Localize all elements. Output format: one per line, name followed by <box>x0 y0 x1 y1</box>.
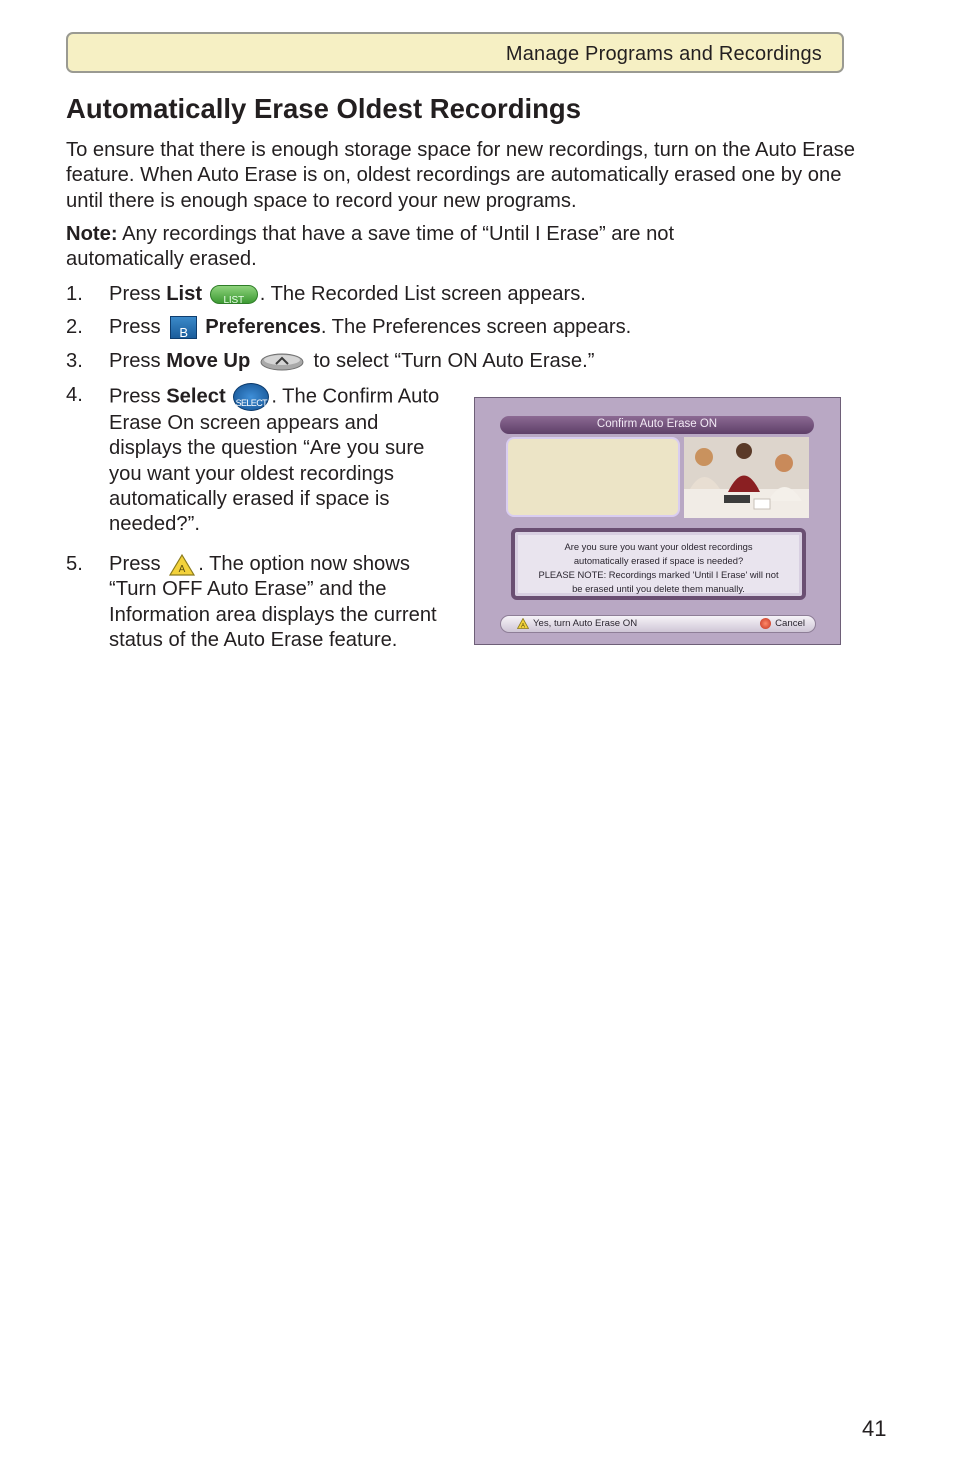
step-text: Press B Preferences. The Preferences screen appears. <box>109 316 632 341</box>
confirm-auto-erase-screenshot <box>474 397 841 645</box>
note-text: Any recordings that have a save time of “Until I Erase” are not automatically erased. <box>66 223 675 271</box>
message-line: Are you sure you want your oldest recordings <box>564 541 753 552</box>
note-label: Note: <box>66 223 118 245</box>
information-area <box>506 437 680 517</box>
message-line: be erased until you delete them manually. <box>572 583 745 594</box>
page-title: Automatically Erase Oldest Recordings <box>66 93 582 124</box>
screen-title: Confirm Auto Erase ON <box>596 418 718 430</box>
section-title: Manage Programs and Recordings <box>505 43 822 65</box>
intro-paragraph: To ensure that there is enough storage space for new recordings, turn on the Auto Erase feature. When Auto Erase is on, oldest recordings are automatically erased one by one until there is enough space to record your new programs. <box>66 139 855 212</box>
page-number: 41 <box>862 1416 887 1441</box>
cancel-button-icon <box>760 618 771 629</box>
message-line: automatically erased if space is needed? <box>573 555 744 566</box>
step-number: 4. <box>66 384 83 406</box>
list-button-icon: LIST <box>210 285 258 304</box>
step-number: 2. <box>66 316 83 338</box>
step-text: Press A . The option now shows “Turn OFF Auto Erase” and the Information area displays the current status of the Auto Erase feature. <box>109 553 437 651</box>
message-line: PLEASE NOTE: Recordings marked 'Until I Erase' will not <box>538 569 779 580</box>
cancel-option[interactable]: Cancel <box>775 618 805 629</box>
option-bar <box>500 615 816 633</box>
b-button-icon: B <box>170 316 197 339</box>
select-button-icon: SELECT <box>233 383 269 411</box>
move-up-arrow-icon <box>260 353 304 371</box>
section-header-bar <box>66 32 844 73</box>
confirm-message-box <box>511 528 806 600</box>
yes-auto-erase-option[interactable]: Yes, turn Auto Erase ON <box>533 618 638 629</box>
step-text: Press List LIST . The Recorded List screen appears. <box>109 283 586 307</box>
a-button-triangle-icon <box>517 618 529 629</box>
step-number: 5. <box>66 553 83 575</box>
step-text: Press Move Up to select “Turn ON Auto Erase.” <box>109 350 595 372</box>
note-paragraph <box>66 222 766 273</box>
people-photo-image <box>684 437 809 518</box>
step-text: Press Select SELECT . The Confirm Auto Erase On screen appears and displays the question “Are you sure you want your oldest recordings automatically erased if space is needed?”. <box>109 383 454 537</box>
step-number: 3. <box>66 350 83 372</box>
svg-text:A: A <box>178 563 186 575</box>
screen-title-bar <box>500 416 814 434</box>
step-number: 1. <box>66 283 83 305</box>
a-button-triangle-icon <box>168 553 196 577</box>
promo-photo <box>684 437 809 518</box>
svg-text:A: A <box>520 623 526 629</box>
